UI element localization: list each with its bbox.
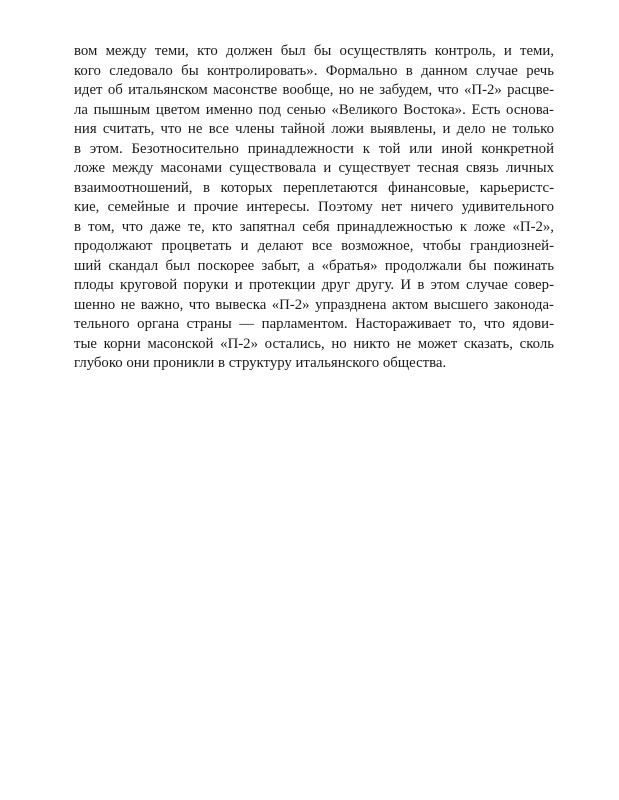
text-line: взаимоотношений, в которых переплетаются финансовые, карьеристс- bbox=[74, 179, 554, 196]
text-line: ла пышным цветом именно под сенью «Великого Востока». Есть основа- bbox=[74, 101, 554, 118]
body-text bbox=[74, 42, 554, 374]
text-line: продолжают процветать и делают все возможное, чтобы грандиозней- bbox=[74, 238, 554, 254]
text-line: ложе между масонами существовала и существует тесная связь личных bbox=[74, 160, 554, 176]
text-line: плоды круговой поруки и протекции друг другу. И в этом случае совер- bbox=[74, 277, 554, 293]
text-line: шенно не важно, что вывеска «П-2» упразднена актом высшего законода- bbox=[74, 296, 554, 313]
text-line: тельного органа страны — парламентом. Настораживает то, что ядови- bbox=[74, 316, 554, 332]
text-line: ший скандал был поскорее забыт, а «братья» продолжали бы пожинать bbox=[74, 257, 554, 274]
text-line: в этом. Безотносительно принадлежности к той или иной конкретной bbox=[74, 140, 554, 157]
text-line: идет об итальянском масонстве вообще, но не забудем, что «П-2» расцве- bbox=[74, 82, 554, 98]
text-line: в том, что даже те, кто запятнал себя принадлежностью к ложе «П-2», bbox=[74, 218, 554, 235]
text-line: вом между теми, кто должен был бы осуществлять контроль, и теми, bbox=[74, 43, 554, 59]
text-line: ния считать, что не все члены тайной ложи выявлены, и дело не только bbox=[74, 121, 554, 137]
text-line: кие, семейные и прочие интересы. Поэтому нет ничего удивительного bbox=[74, 199, 554, 215]
text-line: кого следовало бы контролировать». Формально в данном случае речь bbox=[74, 62, 554, 79]
text-line: глубоко они проникли в структуру итальянского общества. bbox=[74, 355, 447, 371]
text-line: тые корни масонской «П-2» остались, но никто не может сказать, сколь bbox=[74, 335, 554, 352]
